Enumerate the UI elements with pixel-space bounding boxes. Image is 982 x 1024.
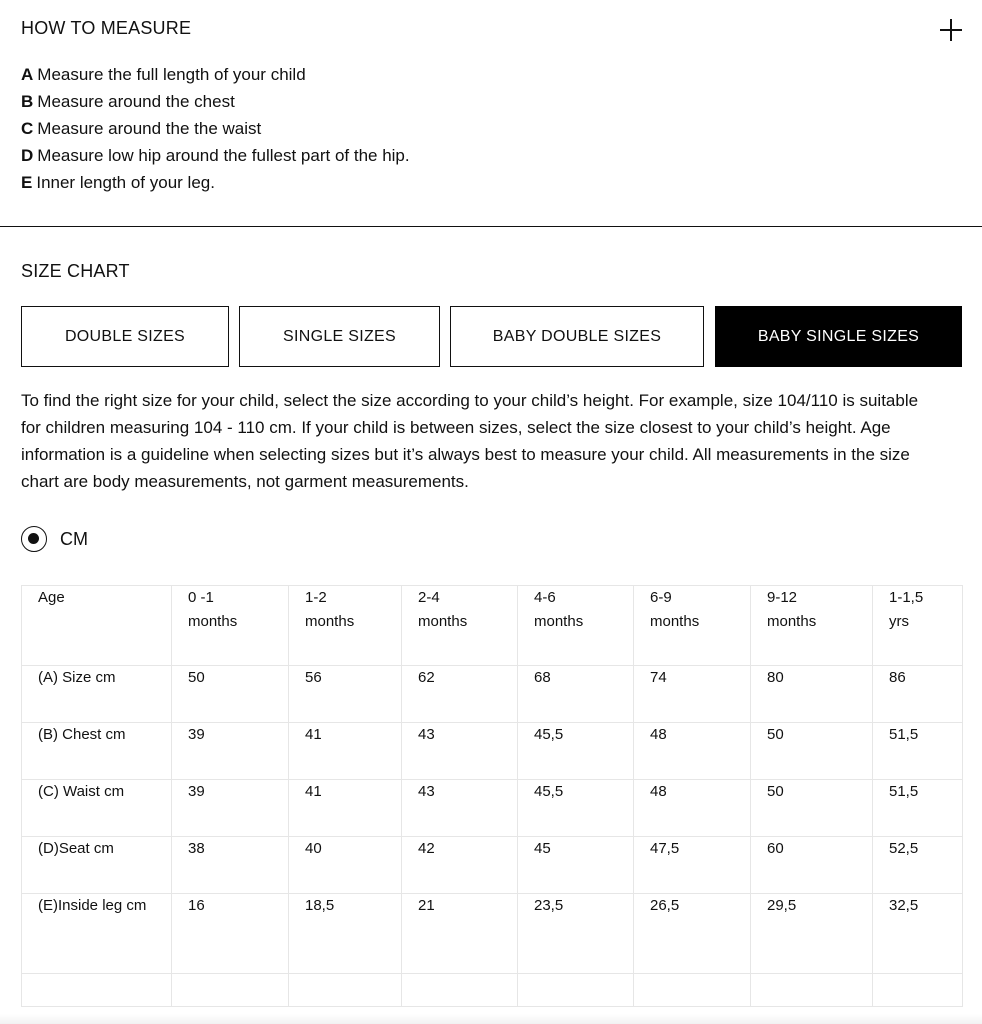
header-age-range: 1-1,5 (889, 589, 924, 606)
step-letter: C (21, 119, 34, 138)
bottom-fade (0, 1014, 982, 1024)
table-cell: 18,5 (289, 894, 402, 974)
table-cell: 50 (751, 723, 873, 780)
table-header-row (22, 586, 963, 666)
table-row-waist (22, 780, 963, 837)
size-chart-table (21, 585, 963, 1007)
step-letter: A (21, 65, 34, 84)
step-text: Measure low hip around the fullest part of the hip. (37, 146, 410, 165)
table-row-chest (22, 723, 963, 780)
table-cell: 23,5 (518, 894, 634, 974)
header-age-unit: months (650, 613, 700, 630)
step-text: Measure the full length of your child (37, 65, 306, 84)
step-letter: E (21, 173, 33, 192)
header-age-range: 1-2 (305, 589, 327, 606)
table-cell: 52,5 (873, 837, 963, 894)
step-text: Measure around the the waist (37, 119, 262, 138)
header-age-range: 0 -1 (188, 589, 214, 606)
tab-baby-double-sizes[interactable]: BABY DOUBLE SIZES (450, 306, 704, 367)
header-age-unit: yrs (889, 613, 909, 630)
size-type-tabs (21, 306, 962, 367)
table-cell: 45 (518, 837, 634, 894)
table-row-size (22, 666, 963, 723)
size-chart-description: To find the right size for your child, select the size according to your child’s height. For example, size 104/110 is suitable for children measuring 104 - 110 cm. If your child is between sizes, select the size closest to your child’s height. Age information is a guideline when selecting sizes but it’s always best to measure your child. All measurements in the size chart are body measurements, not garment measurements. (21, 391, 919, 491)
measure-step-d (21, 142, 410, 169)
table-cell: 40 (289, 837, 402, 894)
header-age-range: 9-12 (767, 589, 798, 606)
unit-cm-radio-option[interactable] (21, 526, 88, 552)
how-to-measure-section (0, 0, 982, 227)
radio-selected-icon[interactable] (21, 526, 47, 552)
header-age-unit: months (188, 613, 238, 630)
table-row-inside-leg (22, 894, 963, 974)
step-letter: D (21, 146, 34, 165)
header-age-range: 4-6 (534, 589, 556, 606)
header-age-unit: months (767, 613, 817, 630)
header-age-unit: months (305, 613, 355, 630)
table-cell: 60 (751, 837, 873, 894)
table-cell: 39 (172, 780, 289, 837)
table-cell: 62 (402, 666, 518, 723)
header-cell (172, 586, 289, 666)
table-cell: 45,5 (518, 723, 634, 780)
unit-label: CM (60, 528, 88, 549)
expand-plus-icon[interactable] (940, 19, 962, 41)
table-cell: 68 (518, 666, 634, 723)
row-label: (B) Chest cm (22, 723, 172, 780)
table-cell (22, 974, 172, 1007)
table-cell: 48 (634, 780, 751, 837)
table-cell: 21 (402, 894, 518, 974)
header-cell (518, 586, 634, 666)
table-cell: 80 (751, 666, 873, 723)
table-cell: 86 (873, 666, 963, 723)
table-cell (518, 974, 634, 1007)
row-label: (C) Waist cm (22, 780, 172, 837)
header-age-unit: months (534, 613, 584, 630)
table-cell: 56 (289, 666, 402, 723)
table-cell: 51,5 (873, 723, 963, 780)
table-row-empty (22, 974, 963, 1007)
table-cell: 29,5 (751, 894, 873, 974)
measure-step-e (21, 169, 410, 196)
table-cell: 41 (289, 723, 402, 780)
step-text: Measure around the chest (37, 92, 235, 111)
measure-step-a (21, 61, 410, 88)
table-cell: 51,5 (873, 780, 963, 837)
table-cell (751, 974, 873, 1007)
table-cell: 39 (172, 723, 289, 780)
size-chart-title: SIZE CHART (21, 261, 130, 281)
step-text: Inner length of your leg. (36, 173, 215, 192)
header-cell (289, 586, 402, 666)
table-cell: 42 (402, 837, 518, 894)
header-age-label: Age (22, 586, 172, 666)
row-label: (A) Size cm (22, 666, 172, 723)
table-cell (873, 974, 963, 1007)
table-cell: 74 (634, 666, 751, 723)
table-cell: 32,5 (873, 894, 963, 974)
table-cell (402, 974, 518, 1007)
step-letter: B (21, 92, 34, 111)
tab-single-sizes[interactable]: SINGLE SIZES (239, 306, 440, 367)
table-cell: 41 (289, 780, 402, 837)
table-row-seat (22, 837, 963, 894)
header-cell (873, 586, 963, 666)
table-cell: 43 (402, 723, 518, 780)
table-cell: 48 (634, 723, 751, 780)
header-age-unit: months (418, 613, 468, 630)
table-cell: 26,5 (634, 894, 751, 974)
tab-double-sizes[interactable]: DOUBLE SIZES (21, 306, 229, 367)
measure-step-b (21, 88, 410, 115)
header-cell (751, 586, 873, 666)
how-to-measure-title: HOW TO MEASURE (21, 18, 192, 38)
table-cell (289, 974, 402, 1007)
table-cell: 16 (172, 894, 289, 974)
table-cell (172, 974, 289, 1007)
table-cell: 45,5 (518, 780, 634, 837)
table-cell: 47,5 (634, 837, 751, 894)
table-cell: 50 (172, 666, 289, 723)
header-cell (634, 586, 751, 666)
table-cell: 43 (402, 780, 518, 837)
table-cell (634, 974, 751, 1007)
header-age-range: 6-9 (650, 589, 672, 606)
tab-baby-single-sizes[interactable]: BABY SINGLE SIZES (715, 306, 962, 367)
header-cell (402, 586, 518, 666)
table-cell: 38 (172, 837, 289, 894)
header-age-range: 2-4 (418, 589, 440, 606)
row-label: (D)Seat cm (22, 837, 172, 894)
measure-steps-list (21, 61, 410, 196)
row-label: (E)Inside leg cm (22, 894, 172, 974)
table-cell: 50 (751, 780, 873, 837)
measure-step-c (21, 115, 410, 142)
